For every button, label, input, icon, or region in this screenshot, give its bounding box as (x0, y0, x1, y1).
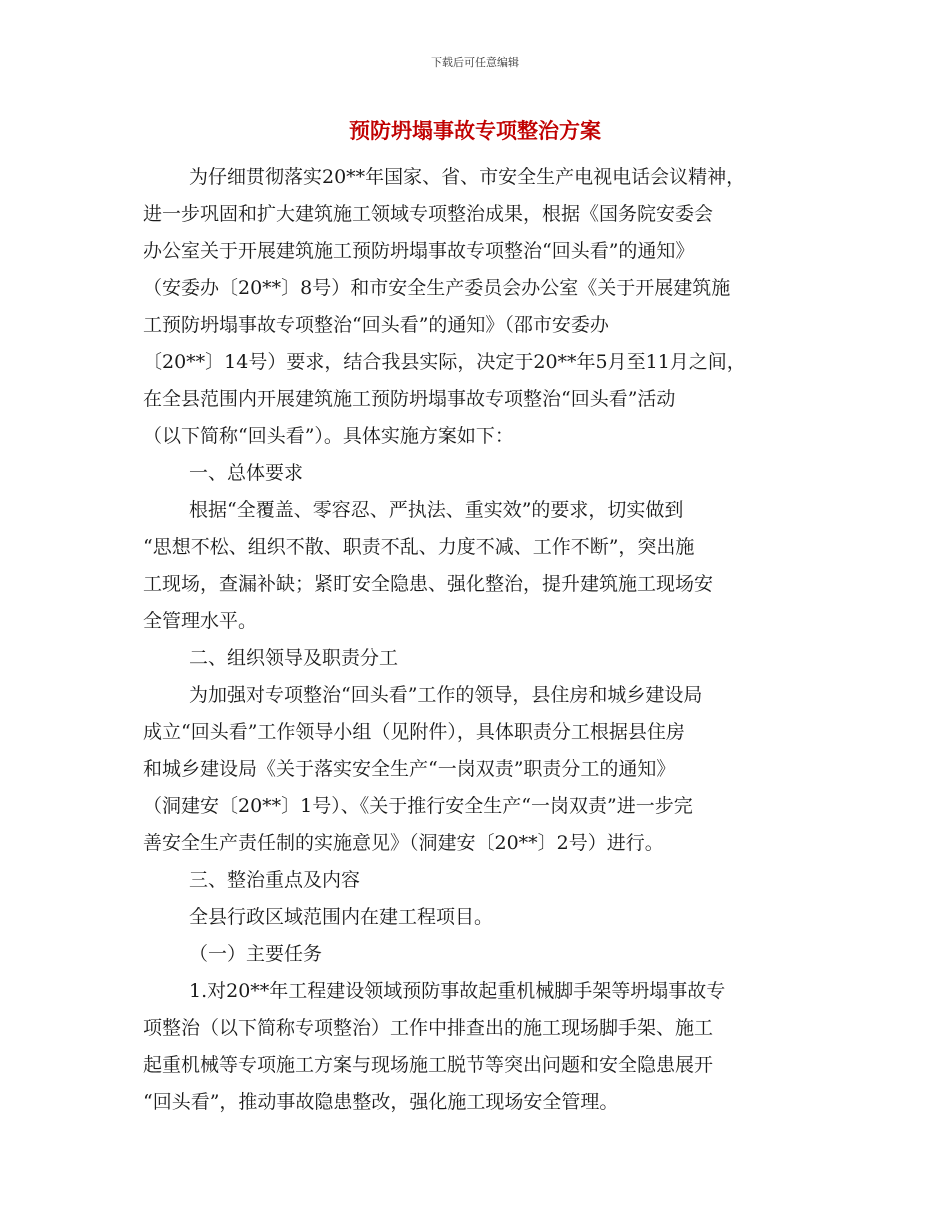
text-line: 全县行政区域范围内在建工程项目。 (189, 906, 494, 928)
text-line: 进一步巩固和扩大建筑施工领域专项整治成果，根据《国务院安委会 (143, 203, 714, 225)
text-line: 办公室关于开展建筑施工预防坍塌事故专项整治“回头看”的通知》 (143, 240, 695, 262)
text-line: （以下简称“回头看”）。具体实施方案如下： (143, 425, 514, 447)
text-line: 为仔细贯彻落实20**年国家、省、市安全生产电视电话会议精神， (189, 166, 746, 188)
text-line: （一）主要任务 (189, 943, 323, 965)
text-line: 善安全生产责任制的实施意见》（洞建安〔20**〕2号）进行。 (143, 832, 664, 854)
text-line: 〔20**〕14号）要求，结合我县实际，决定于20**年5月至11月之间， (143, 351, 746, 373)
text-line: 项整治（以下简称专项整治）工作中排查出的施工现场脚手架、施工 (143, 1017, 714, 1039)
page-header: 下载后可任意编辑 (431, 56, 519, 69)
text-line: 全管理水平。 (143, 610, 258, 632)
text-line: （安委办〔20**〕8号）和市安全生产委员会办公室《关于开展建筑施 (143, 277, 731, 299)
text-line: 根据“全覆盖、零容忍、严执法、重实效”的要求，切实做到 (189, 499, 684, 521)
text-line: 三、整治重点及内容 (189, 869, 361, 891)
document-title: 预防坍塌事故专项整治方案 (349, 119, 601, 143)
text-line: （洞建安〔20**〕1号）、《关于推行安全生产“一岗双责”进一步完 (143, 795, 693, 817)
text-line: 在全县范围内开展建筑施工预防坍塌事故专项整治“回头看”活动 (143, 388, 676, 410)
text-line: 1.对20**年工程建设领域预防事故起重机械脚手架等坍塌事故专 (189, 980, 726, 1002)
text-line: 工预防坍塌事故专项整治“回头看”的通知》（邵市安委办 (143, 314, 609, 336)
text-line: 和城乡建设局《关于落实安全生产“一岗双责”职责分工的通知》 (143, 758, 676, 780)
text-line: 为加强对专项整治“回头看”工作的领导，县住房和城乡建设局 (189, 684, 703, 706)
text-line: “回头看”，推动事故隐患整改，强化施工现场安全管理。 (143, 1091, 619, 1113)
text-line: “思想不松、组织不散、职责不乱、力度不减、工作不断”，突出施 (143, 536, 695, 558)
text-line: 二、组织领导及职责分工 (189, 647, 399, 669)
text-line: 起重机械等专项施工方案与现场施工脱节等突出问题和安全隐患展开 (143, 1054, 714, 1076)
text-line: 一、总体要求 (189, 462, 304, 484)
text-line: 成立“回头看”工作领导小组（见附件），具体职责分工根据县住房 (143, 721, 685, 743)
text-line: 工现场，查漏补缺；紧盯安全隐患、强化整治，提升建筑施工现场安 (143, 573, 714, 595)
document-body (143, 159, 815, 1121)
